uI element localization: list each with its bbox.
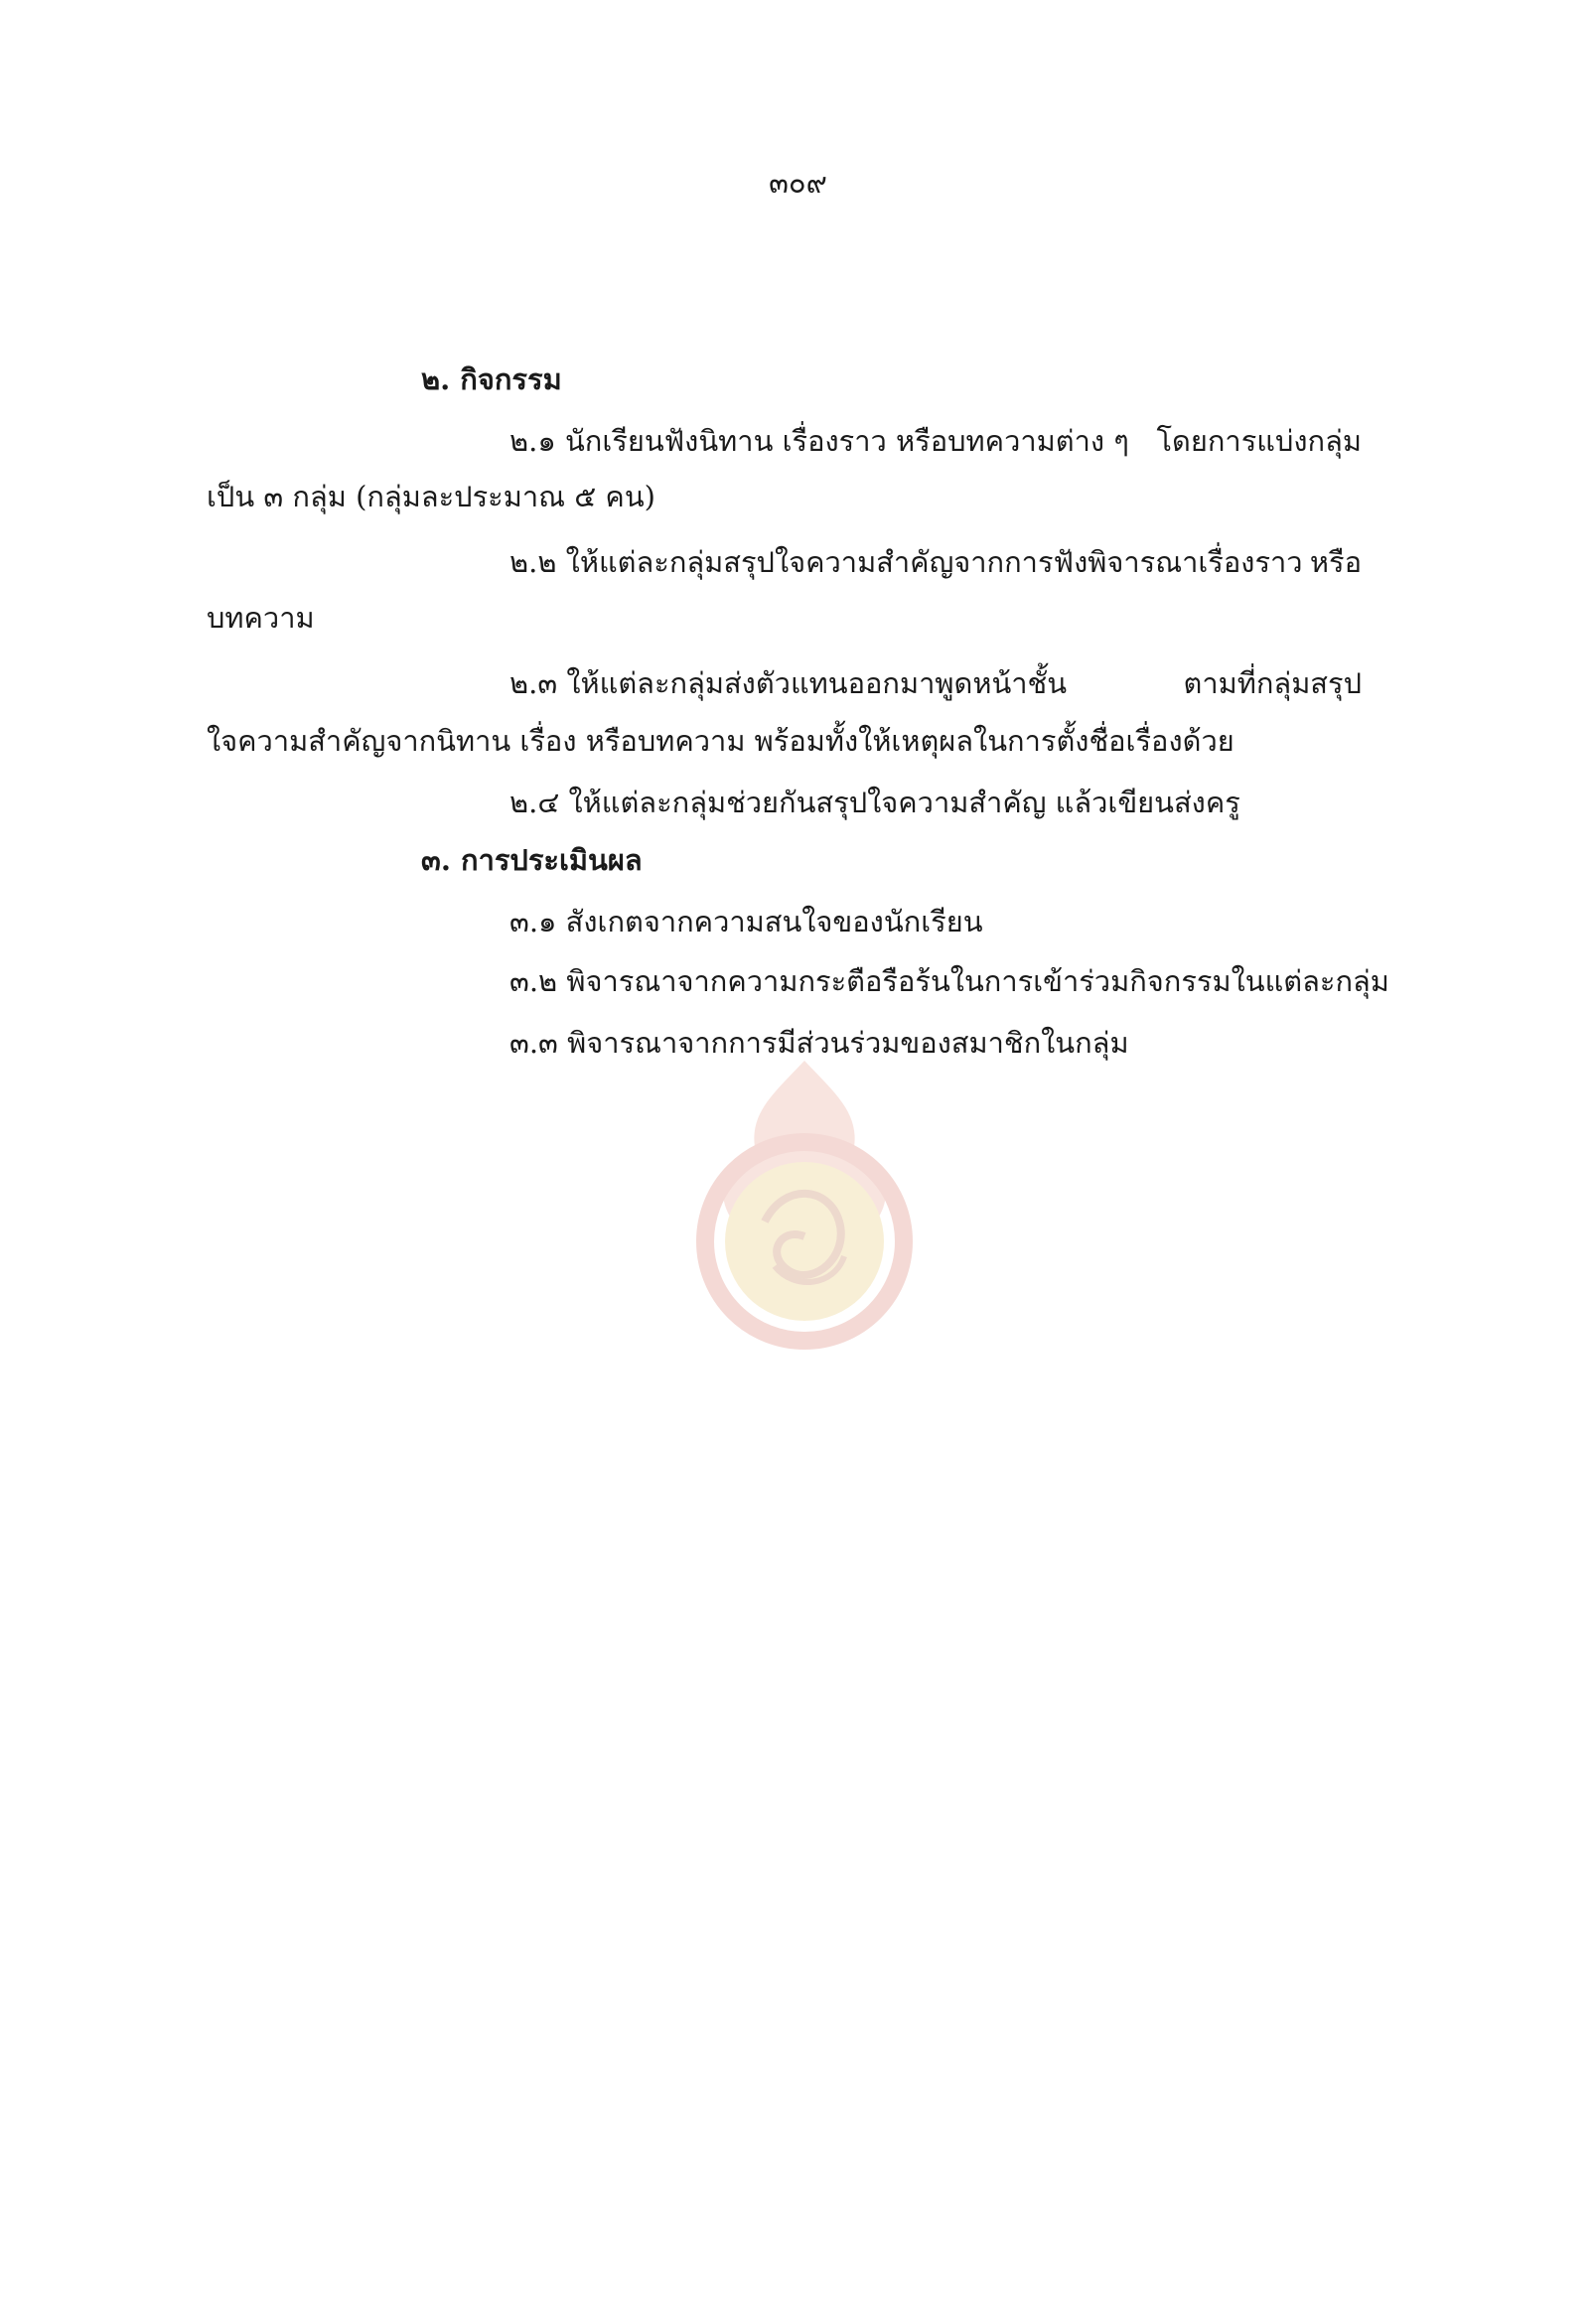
item-3-2: ๓.๒ พิจารณาจากความกระตือรือร้นในการเข้าร่วมกิจกรรมในแต่ละกลุ่ม [509, 964, 1389, 998]
item-2-2-line-1 [509, 542, 1362, 582]
item-2-1-line-1 [509, 421, 1362, 461]
seal-inner-disc [725, 1162, 884, 1321]
item-2-4: ๒.๔ ให้แต่ละกลุ่มช่วยกันสรุปใจความสำคัญ แล้วเขียนส่งครู [509, 786, 1240, 819]
item-3-3: ๓.๓ พิจารณาจากการมีส่วนร่วมของสมาชิกในกลุ่ม [509, 1026, 1129, 1060]
item-2-2-text: ๒.๒ ให้แต่ละกลุ่มสรุปใจความสำคัญจากการฟังพิจารณาเรื่องราว [509, 545, 1303, 579]
item-2-2-text-end: หรือ [1309, 545, 1362, 579]
item-2-3-line-1 [509, 663, 1362, 703]
item-2-3-text: ๒.๓ ให้แต่ละกลุ่มส่งตัวแทนออกมาพูดหน้าชั้น [509, 666, 1068, 700]
section-heading-evaluation: ๓. การประเมินผล [421, 843, 643, 877]
section-heading-activities: ๒. กิจกรรม [421, 362, 562, 396]
item-2-1-text-end: โดยการแบ่งกลุ่ม [1156, 424, 1362, 458]
item-2-1-line-2: เป็น ๓ กลุ่ม (กลุ่มละประมาณ ๕ คน) [207, 480, 655, 513]
page-number: ๓๐๙ [769, 166, 827, 200]
item-3-1: ๓.๑ สังเกตจากความสนใจของนักเรียน [509, 905, 983, 938]
office-of-basic-education-seal-icon [655, 1053, 953, 1351]
item-2-2-line-2: บทความ [207, 601, 315, 635]
item-2-3-line-2: ใจความสำคัญจากนิทาน เรื่อง หรือบทความ พร้อมทั้งให้เหตุผลในการตั้งชื่อเรื่องด้วย [207, 724, 1234, 758]
item-2-1-text: ๒.๑ นักเรียนฟังนิทาน เรื่องราว หรือบทความต่าง ๆ [509, 424, 1129, 458]
item-2-3-text-end: ตามที่กลุ่มสรุป [1183, 666, 1362, 700]
